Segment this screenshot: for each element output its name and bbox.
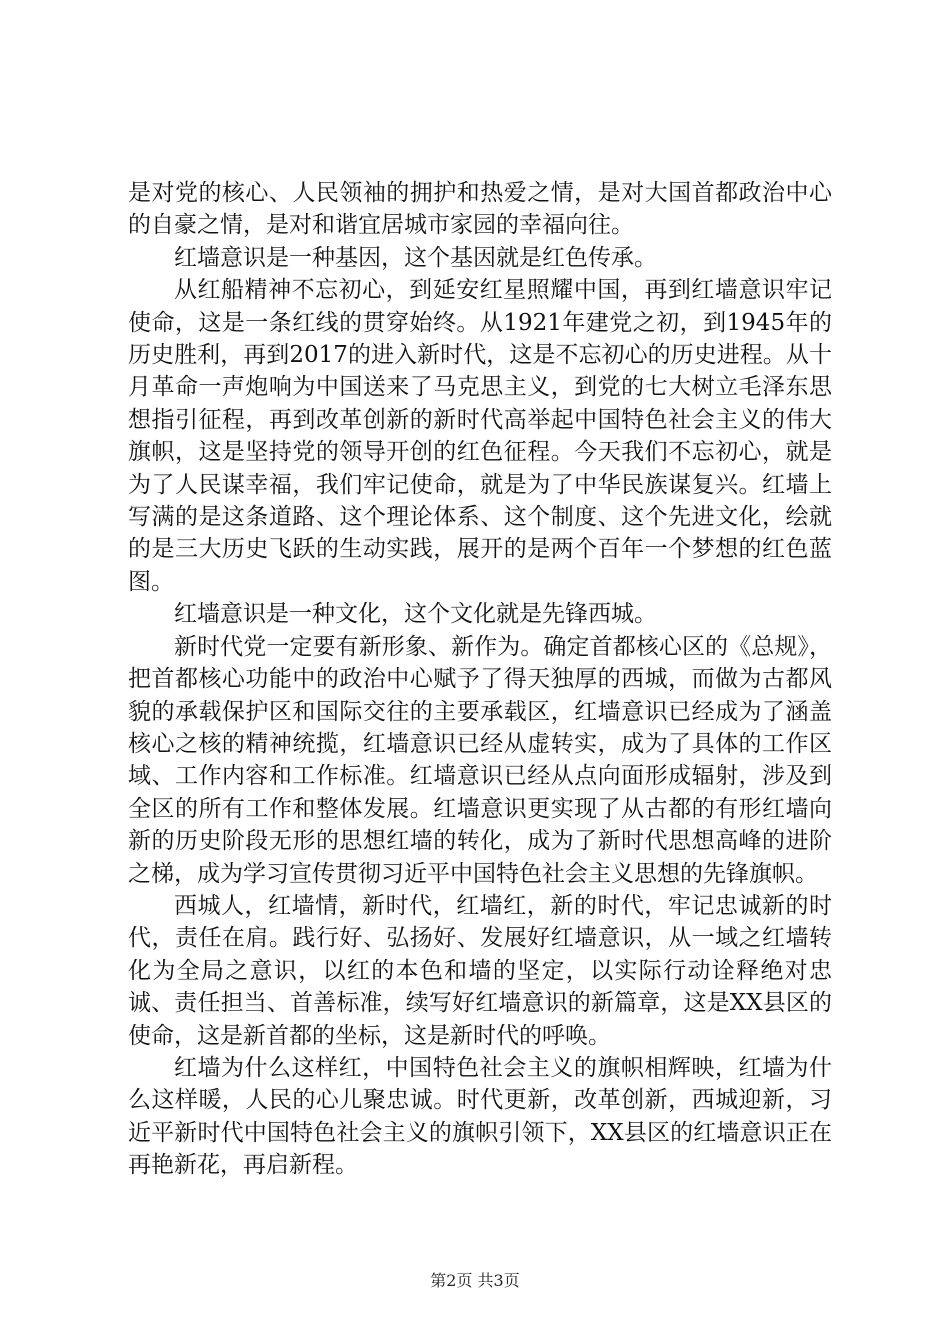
paragraph-1: 是对党的核心、人民领袖的拥护和热爱之情，是对大国首都政治中心的自豪之情，是对和谐宜居城市家园的幸福向往。 (128, 180, 832, 239)
paragraph-6: 西城人，红墙情，新时代，红墙红，新的时代，牢记忠诚新的时代，责任在肩。践行好、弘扬好、发展好红墙意识，从一域之红墙转化为全局之意识，以红的本色和墙的坚定，以实际行动诠释绝对忠诚、责任担当、首善标准，续写好红墙意识的新篇章，这是XX县区的使命，这是新首都的坐标，这是新时代的呼唤。 (128, 892, 832, 1049)
page-footer: 第2页 共3页 (430, 1271, 520, 1290)
paragraph-7: 红墙为什么这样红，中国特色社会主义的旗帜相辉映，红墙为什么这样暖，人民的心儿聚忠诚。时代更新，改革创新，西城迎新，习近平新时代中国特色社会主义的旗帜引领下，XX县区的红墙意识正在再艳新花，再启新程。 (128, 1054, 832, 1179)
paragraph-2: 红墙意识是一种基因，这个基因就是红色传承。 (174, 244, 657, 271)
paragraph-5: 新时代党一定要有新形象、新作为。确定首都核心区的《总规》，把首都核心功能中的政治中心赋予了得天独厚的西城，而做为古都风貌的承载保护区和国际交往的主要承载区，红墙意识已经成为了涵盖核心之核的精神统揽，红墙意识已经从虚转实，成为了具体的工作区域、工作内容和工作标准。红墙意识已经从点向面形成辐射，涉及到全区的所有工作和整体发展。红墙意识更实现了从古都的有形红墙向新的历史阶段无形的思想红墙的转化，成为了新时代思想高峰的进阶之梯，成为学习宣传贯彻习近平中国特色社会主义思想的先锋旗帜。 (128, 633, 832, 887)
document-body (128, 177, 832, 1182)
paragraph-3: 从红船精神不忘初心，到延安红星照耀中国，再到红墙意识牢记使命，这是一条红线的贯穿始终。从1921年建党之初，到1945年的历史胜利，再到2017的进入新时代，这是不忘初心的历史进程。从十月革命一声炮响为中国送来了马克思主义，到党的七大树立毛泽东思想指引征程，再到改革创新的新时代高举起中国特色社会主义的伟大旗帜，这是坚持党的领导开创的红色征程。今天我们不忘初心，就是为了人民谋幸福，我们牢记使命，就是为了中华民族谋复兴。红墙上写满的是这条道路、这个理论体系、这个制度、这个先进文化，绘就的是三大历史飞跃的生动实践，展开的是两个百年一个梦想的红色蓝图。 (128, 277, 832, 595)
paragraph-4: 红墙意识是一种文化，这个文化就是先锋西城。 (174, 601, 657, 628)
